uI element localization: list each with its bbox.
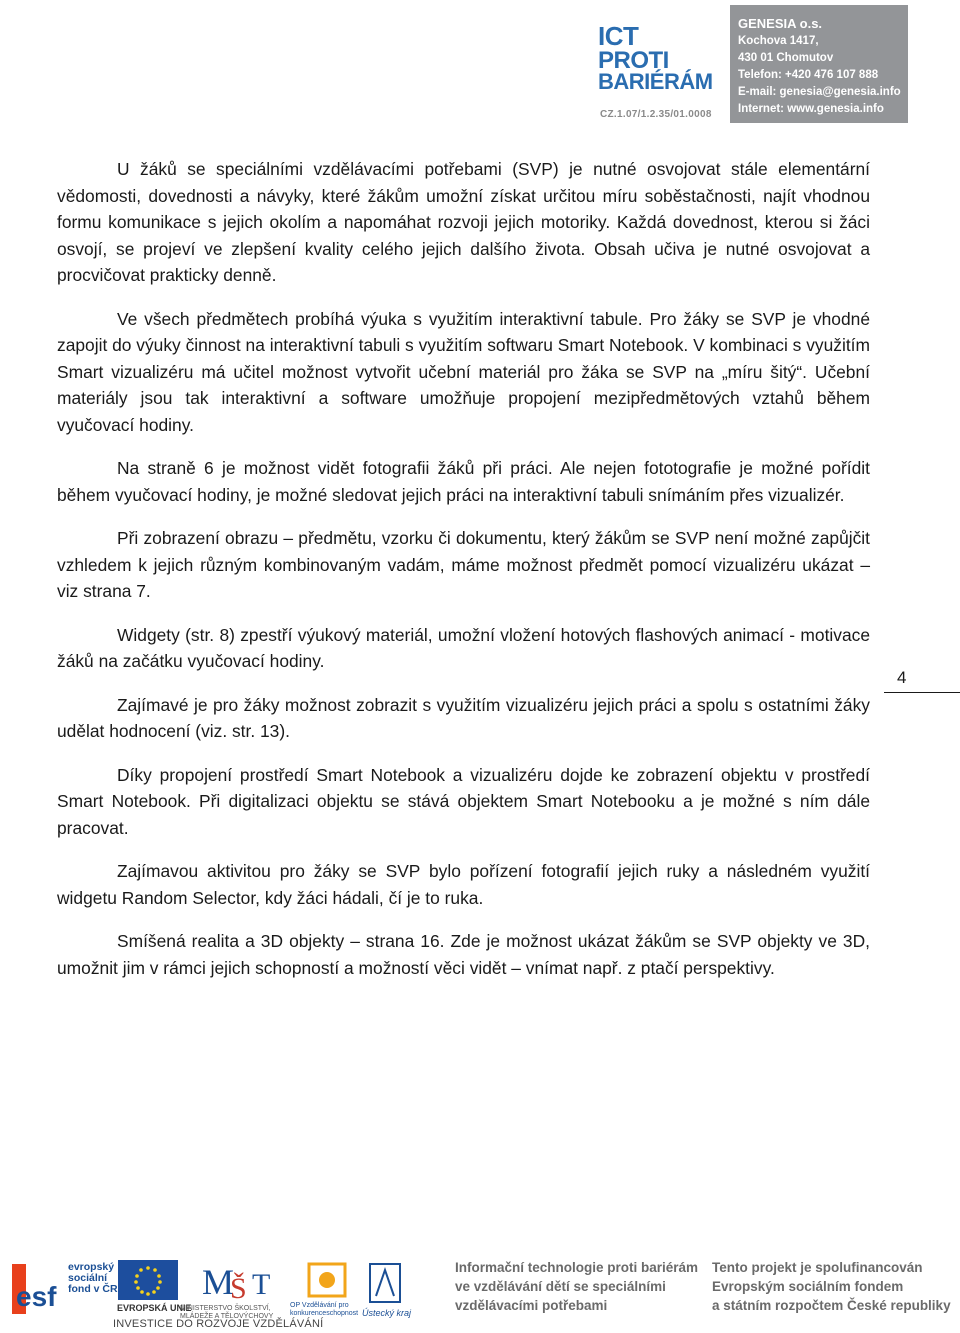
svg-text:T: T — [252, 1268, 271, 1301]
project-line-3: vzdělávacími potřebami — [455, 1298, 608, 1313]
ict-proti-barieram-logo — [590, 5, 723, 120]
paragraph: Na straně 6 je možnost vidět fotografii žáků při práci. Ale nejen fototografie je možné pořídit během vyučovací hodiny, je možné sledovat jejich práci na interaktivní tabuli snímáním přes vizualizér. — [57, 458, 870, 505]
page-header — [590, 5, 908, 123]
svg-text:Š: Š — [230, 1272, 247, 1302]
funding-line-3: a státním rozpočtem České republiky — [712, 1298, 951, 1313]
svg-text:esf: esf — [16, 1281, 57, 1312]
region-label: Ústecký kraj — [362, 1308, 412, 1318]
msmt-label: MINISTERSTVO ŠKOLSTVÍ, MLÁDEŽE A TĚLOVÝCHOVY — [180, 1305, 274, 1320]
investice-label: INVESTICE DO ROZVOJE VZDĚLÁVÁNÍ — [113, 1318, 324, 1330]
esf-logo-icon — [10, 1262, 64, 1316]
logo-line-3: BARIÉRÁM — [598, 69, 713, 94]
esf-line-1: evropský — [68, 1261, 115, 1273]
paragraph: Zajímavou aktivitou pro žáky se SVP bylo pořízení fotografií jejich ruky a následném využití widgetu Random Selector, kdy žáci hádali, čí je to ruka. — [57, 861, 870, 908]
funding-line-2: Evropským sociálním fondem — [712, 1279, 904, 1294]
document-body — [57, 156, 870, 998]
paragraph: Při zobrazení obrazu – předmětu, vzorku či dokumentu, který žákům se SVP není možné zapůjčit vzhledem k jejich různým kombinovaným vadám, máme možnost předmět pomocí vizualizéru ukázat – viz strana 7. — [57, 528, 870, 601]
usti-region-logo-icon — [362, 1256, 408, 1308]
contact-web: Internet: www.genesia.info — [738, 103, 884, 115]
paragraph: Zajímavé je pro žáky možnost zobrazit s využitím vizualizéru jejich práci a spolu s ostatními žáky udělat hodnocení (viz. str. 13). — [57, 694, 870, 741]
project-line-2: ve vzdělávání dětí se speciálními — [455, 1279, 666, 1294]
msmt-logo-icon — [200, 1258, 280, 1302]
contact-street: Kochova 1417, — [738, 35, 819, 47]
eu-label: EVROPSKÁ UNIE — [117, 1303, 192, 1313]
project-description — [455, 1258, 698, 1315]
paragraph: Widgety (str. 8) zpestří výukový materiál, umožní vložení hotových flashových animací - motivace žáků na začátku vyučovací hodiny. — [57, 624, 870, 671]
op-logo-icon — [305, 1260, 350, 1300]
op-label: OP Vzdělávání pro konkurenceschopnost — [290, 1302, 359, 1317]
page-footer — [0, 1250, 960, 1333]
project-code: CZ.1.07/1.2.35/01.0008 — [600, 109, 712, 120]
esf-line-2: sociální — [68, 1272, 108, 1284]
contact-box — [730, 5, 908, 123]
contact-phone: Telefon: +420 476 107 888 — [738, 69, 879, 81]
page-number-rule — [884, 692, 960, 693]
paragraph: Díky propojení prostředí Smart Notebook a vizualizéru dojde ke zobrazení objektu v prostředí Smart Notebook. Při digitalizaci objektu se stává objektem Smart Notebooku a je možné s ním dále pracovat. — [57, 764, 870, 838]
paragraph: U žáků se speciálními vzdělávacími potřebami (SVP) je nutné osvojovat stále elementární vědomosti, dovednosti a návyky, které žákům umožní získat určitou míru soběstačnosti, najít vhodnou formu komunikace s jejich okolím a napomáhat rozvoji jejich motoriky. Každá dovednost, kterou si žáci osvojí, se projeví ve zlepšení kvality celého jejich dalšího života. Obsah učiva je nutné osvojovat a procvičovat prakticky denně. — [57, 159, 870, 285]
esf-label — [68, 1262, 118, 1295]
funding-statement — [712, 1258, 951, 1315]
logo-line-2: PROTI — [598, 47, 669, 74]
paragraph: Smíšená realita a 3D objekty – strana 16. Zde je možnost ukázat žákům se SVP objekty ve 3D, umožnit jim v rámci jejich schopností a možností věci vidět – vnímat např. z ptačí perspektivy. — [57, 931, 870, 978]
paragraph: Ve všech předmětech probíhá výuka s využitím interaktivní tabule. Pro žáky se SVP je vhodné zapojit do výuky činnost na interaktivní tabuli s využitím softwaru Smart Notebook. V kombinaci s využitím Smart vizualizéru má učitel možnost vytvořit učební materiál pro žáka se SVP na „míru šitý“. Učební materiály jsou tak interaktivní a software umožňuje propojení mezipředmětových vztahů během vyučovací hodiny. — [57, 308, 870, 435]
svg-text:M: M — [202, 1262, 235, 1302]
contact-org: GENESIA o.s. — [738, 16, 823, 31]
contact-email: E-mail: genesia@genesia.info — [738, 86, 901, 98]
contact-city: 430 01 Chomutov — [738, 52, 834, 64]
eu-flag-icon — [118, 1260, 178, 1300]
page-number: 4 — [897, 668, 907, 687]
funding-line-1: Tento projekt je spolufinancován — [712, 1260, 923, 1275]
logo-line-1: ICT — [598, 21, 639, 51]
project-line-1: Informační technologie proti bariérám — [455, 1260, 699, 1275]
esf-line-3: fond v ČR — [68, 1283, 118, 1295]
